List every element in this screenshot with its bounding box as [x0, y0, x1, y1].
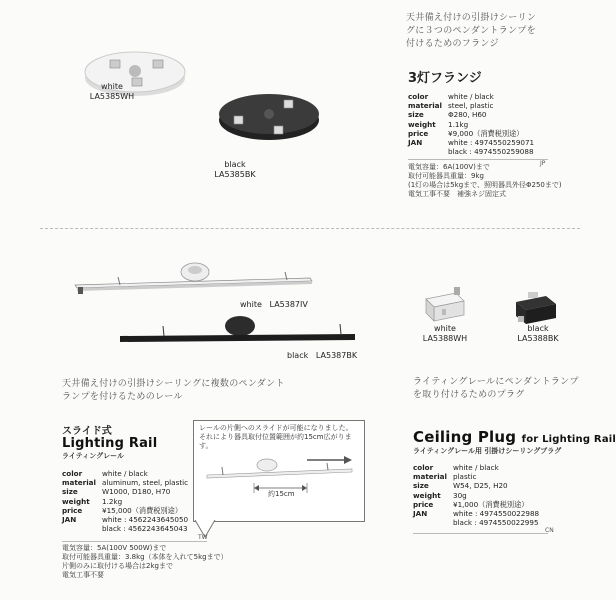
plug-divider	[413, 533, 548, 534]
rail-slide-label: 約15cm	[268, 490, 295, 498]
rail-white-image	[70, 257, 320, 299]
rail-divider	[62, 541, 207, 542]
flange-title: 3灯フランジ	[408, 71, 482, 86]
flange-black-image	[212, 86, 327, 146]
flange-lang: JP	[540, 160, 546, 167]
rail-notes: 電気容量：5A(100V 500W)まで 取付可能器具重量：3.8kg（本体を入れて5kgまで） 片側のみに取付ける場合は2kgまで 電気工事不要	[62, 544, 228, 579]
rail-description: 天井備え付けの引掛けシーリングに複数のペンダント ランプを付けるためのレール	[62, 379, 285, 402]
rail-title: スライド式 Lighting Rail ライティングレール	[62, 426, 158, 460]
flange-white-caption: white LA5385WH	[89, 82, 135, 101]
plug-white-caption: white LA5388WH	[422, 324, 468, 343]
section-divider	[40, 228, 580, 229]
flange-notes: 電気容量：6A(100V)まで 取付可能器具重量：9kg (1灯の場合は5kgまで、照明器具外径Φ250まで) 電気工事不要 補強ネジ固定式	[408, 163, 562, 198]
plug-specs: color white / black material plastic size W54, D25, H20 weight 30g price ¥1,000（消費税別途） JAN white : 4974550022988 black : 4974550022995	[413, 463, 540, 528]
flange-specs: color white / black material steel, plastic size Φ280, H60 weight 1.1kg price ¥9,000（消費税別途） JAN white : 4974550259071 black : 4974550259088	[408, 92, 535, 157]
flange-divider	[408, 159, 548, 160]
plug-black-caption: black LA5388BK	[517, 324, 559, 343]
rail-white-caption: white LA5387IV	[240, 300, 308, 309]
rail-lang: TW	[198, 534, 208, 541]
rail-slide-note-box	[193, 420, 365, 522]
plug-title: Ceiling Plug for Lighting Rail ライティングレール用 引掛けシーリングプラグ	[413, 428, 616, 455]
rail-black-image	[115, 310, 365, 352]
plug-white-image	[418, 285, 470, 327]
plug-description: ライティングレールにペンダントランプ を取り付けるためのプラグ	[413, 377, 579, 400]
rail-slide-diagram	[202, 453, 357, 515]
rail-slide-note-text: レールの片側へのスライドが可能になりました。 それにより器具取付位置範囲が約15cm広がります。	[199, 424, 353, 450]
plug-lang: CN	[545, 527, 554, 534]
flange-black-caption: black LA5385BK	[214, 160, 256, 179]
flange-description: 天井備え付けの引掛けシーリン グに３つのペンダントランプを 付けるためのフランジ	[406, 13, 537, 49]
rail-black-caption: black LA5387BK	[287, 351, 358, 360]
rail-specs: color white / black material aluminum, steel, plastic size W1000, D180, H70 weight 1.2kg price ¥15,000（消費税別途） JAN white : 4562243645050 black : 4562243645043	[62, 469, 189, 534]
